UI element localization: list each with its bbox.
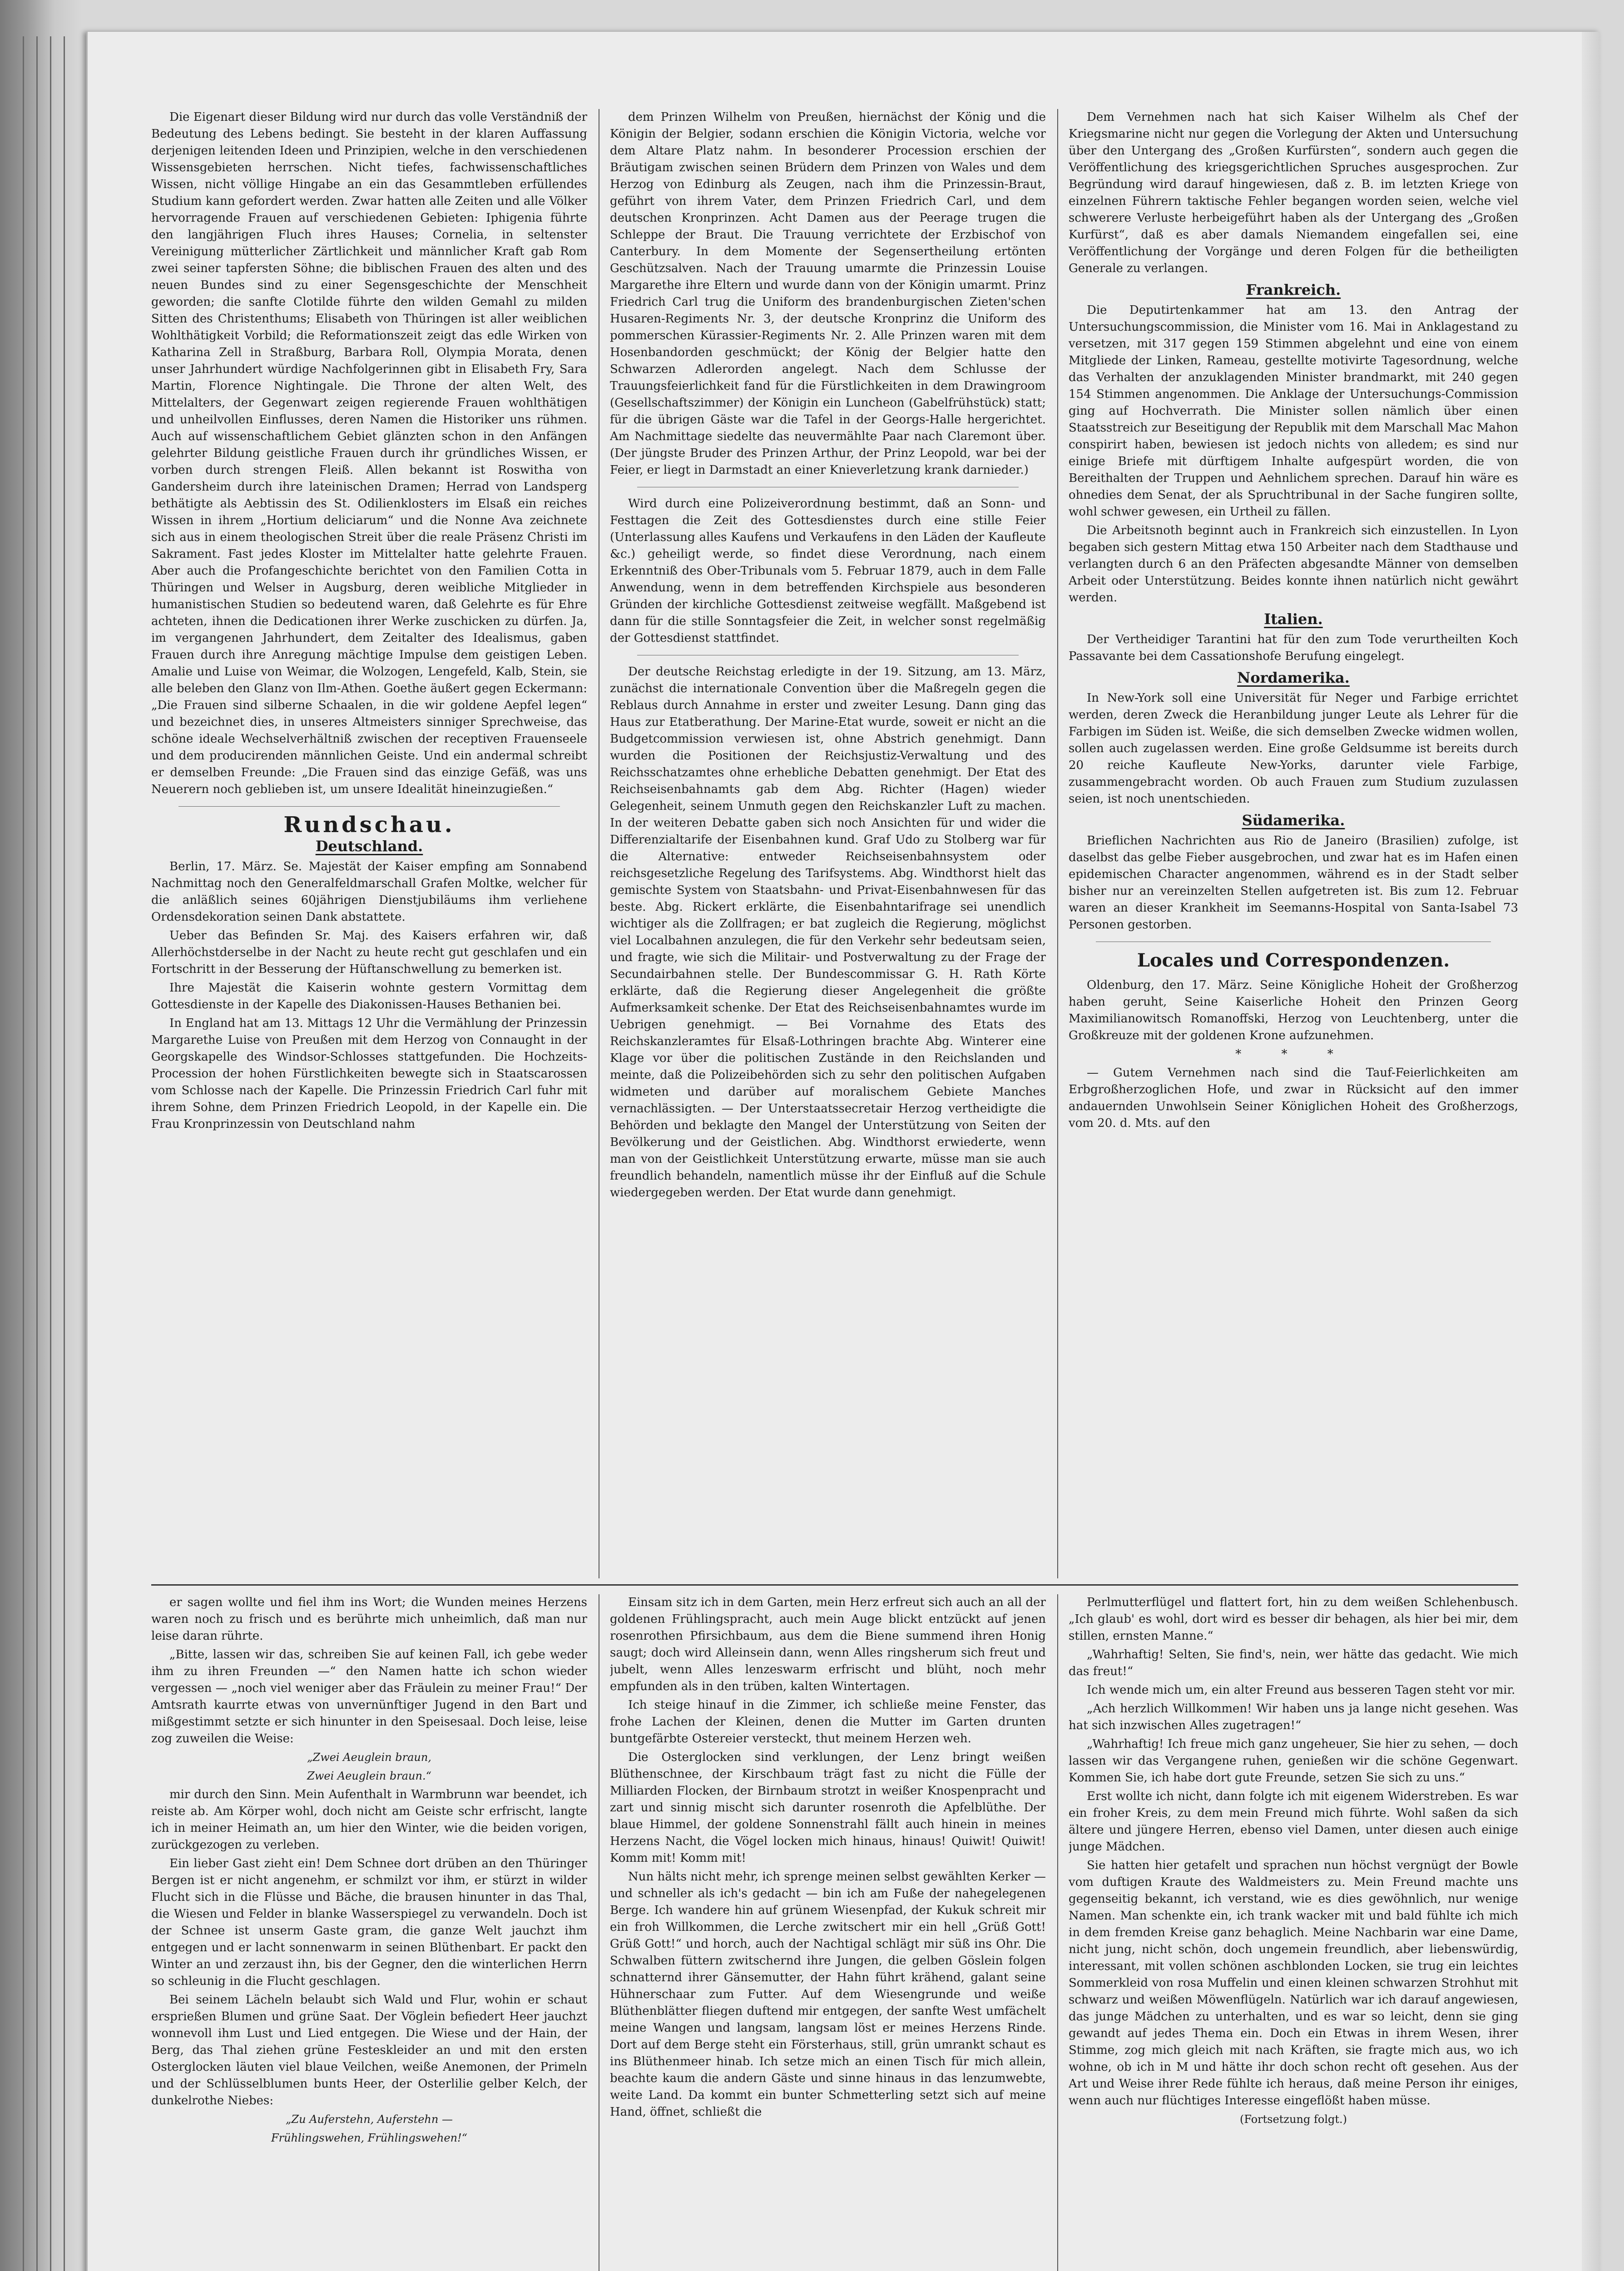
paragraph: „Wahrhaftig! Ich freue mich ganz ungeheuer, Sie hier zu sehen, — doch lassen wir das Vergangene ruhen, genießen wir die schöne Gegenwart. Kommen Sie, ich habe dort gute Freunde, setzen Sie sich zu uns.“ (1069, 1737, 1518, 1785)
nordamerika-heading: Nordamerika. (1237, 669, 1350, 686)
divider (178, 806, 560, 807)
locales-heading: Locales und Correspondenzen. (1137, 950, 1450, 971)
paragraph: Ueber das Befinden Sr. Maj. des Kaisers erfahren wir, daß Allerhöchstderselbe in der Nacht zu heute recht gut geschlafen und ein Fortschritt in der Besserung der Hüftanschwellung zu bemerken ist. (151, 929, 587, 976)
verse-line: „Zwei Aeuglein braun, (307, 1751, 431, 1764)
paragraph: „Ach herzlich Willkommen! Wir haben uns ja lange nicht gesehen. Was hat sich inzwischen Alles zugetragen!“ (1069, 1702, 1518, 1732)
paragraph: Perlmutterflügel und flattert fort, hin zu dem weißen Schlehenbusch. „Ich glaub' es wohl, dort wird es besser dir behagen, als hier bei mir, dem stillen, ernsten Manne.“ (1069, 1596, 1518, 1643)
paragraph: Die Arbeitsnoth beginnt auch in Frankreich sich einzustellen. In Lyon begaben sich gestern Mittag etwa 150 Arbeiter nach dem Stadthause und verlangten durch 6 an den Präfecten abgesandte Männer von demselben Arbeit oder Unterstützung. Beides konnte ihnen natürlich nicht gewährt werden. (1069, 524, 1518, 605)
verse-line: „Zu Auferstehn, Auferstehn — (286, 2113, 453, 2126)
deutschland-heading: Deutschland. (315, 838, 423, 855)
paragraph: Brieflichen Nachrichten aus Rio de Janeiro (Brasilien) zufolge, ist daselbst das gelbe Fieber ausgebrochen, und zwar hat es im Hafen einen epidemischen Character angenommen, während es in der Stadt selber bisher nur an vereinzelten Stellen aufgetreten ist. Bis zum 12. Februar waren an dieser Krankheit im Seemanns-Hospital von Santa-Isabel 73 Personen gestorben. (1069, 834, 1518, 932)
verse-line: Frühlingswehen, Frühlingswehen!“ (271, 2132, 467, 2144)
paragraph: Die Eigenart dieser Bildung wird nur durch das volle Verständniß der Bedeutung des Lebens bedingt. Sie besteht in der klaren Auffassung derjenigen leitenden Ideen und Prinzipien, welche in den verschiedenen Wissensgebieten herrschen. Nicht tiefes, fachwissenschaftliches Wissen, nicht völlige Hingabe an ein das Gesammtleben erfüllendes Studium kann gefordert werden. Zwar hatten alle Zeiten und alle Völker hervorragende Frauen auf verschiedenen Gebieten: Iphigenia führte den langjährigen Fluch ihres Hauses; Cornelia, in seltenster Vereinigung mütterlicher Zärtlichkeit und männlicher Kraft gab Rom zwei seiner tapfersten Söhne; die biblischen Frauen des alten und des neuen Bundes sind zu einer Segensgeschichte der Menschheit geworden; die sanfte Clotilde führte den wilden Gemahl zu milden Sitten des Christenthums; Elisabeth von Thüringen ist aller weiblichen Wohlthätigkeit Vorbild; die Reformationszeit zeigt das edle Wirken von Katharina Zell in Straßburg, Barbara Roll, Olympia Morata, denen unser Jahrhundert würdige Nachfolgerinnen gibt in Elisabeth Fry, Sara Martin, Florence Nightingale. Die Throne der alten Welt, des Mittelalters, der Gegenwart zeigen regierende Frauen wohlthätigen und unheilvollen Einflusses, deren Namen die Historiker uns rühmen. Auch auf wissenschaftlichem Gebiet glänzten schon in den Anfängen gelehrter Bildung geistliche Frauen durch ihr gründliches Wissen, er vorben durch strengen Fleiß. Allen bekannt ist Roswitha von Gandersheim durch ihre lateinischen Dramen; Herrad von Landsperg bethätigte als Aebtissin des St. Odilienklosters im Elsaß ein reiches Wissen in ihrem „Hortium deliciarum“ und die Nonne Ava zeichnete sich aus in einem theologischen Streit über die reale Präsenz Christi im Sakrament. Fast jedes Kloster im Mittelalter hatte gelehrte Frauen. Aber auch die Profangeschichte berichtet von den Familien Cotta in Thüringen und Welser in Augsburg, deren weibliche Mitglieder in humanistischen Studien so bedeutend waren, daß Gelehrte es für Ehre achteten, ihnen die Dedicationen ihrer Werke zuschicken zu dürfen. Ja, im vergangenen Jahrhundert, dem Zeitalter des Idealismus, gaben Frauen durch ihre Anregung mächtige Impulse dem geistigen Leben. Amalie und Luise von Weimar, die Wolzogen, Lengefeld, Kalb, Stein, sie alle beleben den Glanz von Ilm-Athen. Goethe äußert gegen Eckermann: „Die Frauen sind silberne Schaalen, in die wir goldene Aepfel legen“ und bezeichnet dies, in unseres Altmeisters sinniger Sprechweise, das schöne ideale Wechselverhältniß zwischen der receptiven Frauenseele und dem producirenden männlichen Geiste. Und ein andermal schreibt er demselben Freunde: „Die Frauen sind das einzige Gefäß, was uns Neuerern noch geblieben ist, um unsere Idealität hineinzugießen.“ (151, 110, 587, 796)
paragraph: dem Prinzen Wilhelm von Preußen, hiernächst der König und die Königin der Belgier, sodann erschien die Königin Victoria, welche vor dem Altare Platz nahm. In besonderer Procession erschien der Bräutigam zwischen seinen Brüdern dem Prinzen von Wales und dem Herzog von Edinburg als Zeugen, nach ihm die Prinzessin-Braut, geführt von ihrem Vater, dem Prinzen Friedrich Carl, und dem deutschen Kronprinzen. Acht Damen aus der Peerage trugen die Schleppe der Braut. Die Trauung verrichtete der Erzbischof von Canterbury. In dem Momente der Segensertheilung ertönten Geschützsalven. Nach der Trauung umarmte die Prinzessin Louise Margarethe ihre Eltern und wurde dann von der Königin umarmt. Prinz Friedrich Carl trug die Uniform des brandenburgischen Zieten'schen Husaren-Regiments Nr. 3, der deutsche Kronprinz die Uniform des pommerschen Kürassier-Regiments Nr. 2. Alle Prinzen waren mit dem Hosenbandorden geschmückt; der König der Belgier hatte den Schwarzen Adlerorden angelegt. Nach dem Schlusse der Trauungsfeierlichkeit fand für die Fürstlichkeiten in dem Drawingroom (Gesellschaftszimmer) der Königin ein Luncheon (Gabelfrühstück) statt; für die übrigen Gäste war die Tafel in der Georgs-Halle hergerichtet. Am Nachmittage siedelte das neuvermählte Paar nach Claremont über. (Der jüngste Bruder des Prinzen Arthur, der Prinz Leopold, war bei der Feier, er liegt in Darmstadt an einer Knieverletzung krank darnieder.) (610, 110, 1046, 477)
column-1 (151, 109, 587, 1578)
paragraph: Die Osterglocken sind verklungen, der Lenz bringt weißen Blüthenschnee, der Kirschbaum trägt fast zu nicht die Fülle der Milliarden Flocken, der Birnbaum strotzt in weißer Knospenpracht und zart und sinnig mischt sich darunter rosenroth die Apfelblüthe. Der blaue Himmel, der goldene Sonnenstrahl fällt auch hinein in meines Herzens Nacht, die Vögel locken mich hinaus, hinaus! Quiwit! Quiwit! Komm mit! Komm mit! (610, 1750, 1046, 1865)
feuilleton-column-1 (151, 1594, 587, 2271)
column-rule (1057, 109, 1058, 1578)
continued-note: (Fortsetzung folgt.) (1240, 2113, 1347, 2126)
paragraph: In England hat am 13. Mittags 12 Uhr die Vermählung der Prinzessin Margarethe Luise von Preußen mit dem Herzog von Connaught in der Georgskapelle des Windsor-Schlosses stattgefunden. Die Hochzeits-Procession der hohen Fürstlichkeiten bewegte sich in Staatscarossen vom Schlosse nach der Kapelle. Die Prinzessin Friedrich Carl fuhr mit ihrem Sohne, dem Prinzen Friedrich Leopold, in der Kapelle ein. Die Frau Kronprinzessin von Deutschland nahm (151, 1016, 587, 1131)
italien-heading: Italien. (1264, 610, 1323, 628)
intro-article (151, 109, 587, 798)
suedamerika-heading: Südamerika. (1242, 812, 1345, 829)
paragraph: Ich steige hinauf in die Zimmer, ich schließe meine Fenster, das frohe Lachen der Kleinen, denen die Mutter im Garten drunten buntgefärbte Ostereier versteckt, thut meinem Herzen weh. (610, 1698, 1046, 1745)
feuilleton-column-3 (1069, 1594, 1518, 2271)
paragraph: Nun hälts nicht mehr, ich sprenge meinen selbst gewählten Kerker — und schneller als ich's gedacht — bin ich am Fuße der nahegelegenen Berge. Ich wandere hin auf grünem Wiesenpfad, der Kukuk schreit mir ein froh Willkommen, die Lerche zwitschert mir ein hell „Grüß Gott! Grüß Gott!“ und horch, auch der Nachtigal schlägt mir süß ins Ohr. Die Schwalben füttern zwitschernd ihre Jungen, die gelben Göslein folgen schnatternd ihrer Gänsemutter, der Hahn führt krähend, galant seine Hühnerschaar zum Futter. Auf dem Wiesengrunde und weiße Blüthenblätter fliegen duftend mir entgegen, der sanfte West umfächelt meine Wangen und langsam, langsam löst er meines Herzens Rinde. Dort auf dem Berge steht ein Försterhaus, still, grün umrankt schaut es ins Blüthenmeer hinab. Ich setze mich an einen Tisch für mich allein, beachte kaum die andern Gäste und sinne hinaus in das lenzumwebte, weite Land. Da kommt ein bunter Schmetterling setzt sich auf meine Hand, öffnet, schließt die (610, 1870, 1046, 2119)
paragraph: Berlin, 17. März. Se. Majestät der Kaiser empfing am Sonnabend Nachmittag noch den Generalfeldmarschall Grafen Moltke, welcher für die anläßlich seines 60jährigen Dienstjubiläums ihm verliehene Ordensdekoration seinen Dank abstattete. (151, 860, 587, 924)
column-2 (610, 109, 1046, 1578)
paragraph: Ich wende mich um, ein alter Freund aus besseren Tagen steht vor mir. (1087, 1683, 1515, 1697)
paragraph: Bei seinem Lächeln belaubt sich Wald und Flur, wohin er schaut ersprießen Blumen und grüne Saat. Der Vöglein befiedert Heer jauchzt wonnevoll ihm Lust und Lied entgegen. Die Wiese und der Hain, der Berg, das Thal ziehen grüne Festeskleider an und mit den ersten Osterglocken läuten viel blaue Veilchen, weiße Anemonen, der Primeln und der Schlüsselblumen bunts Heer, der Osterlilie gelber Kelch, der dunkelrothe Niebes: (151, 1993, 587, 2107)
verse-line: Zwei Aeuglein braun.“ (307, 1770, 431, 1782)
paragraph: Der deutsche Reichstag erledigte in der 19. Sitzung, am 13. März, zunächst die internationale Convention über die Maßregeln gegen die Reblaus durch Annahme in erster und zweiter Lesung. Dann ging das Haus zur Etatberathung. Der Marine-Etat wurde, soweit er nicht an die Budgetcommission verwiesen ist, ohne Abstrich genehmigt. Dann wurden die Positionen der Reichsjustiz-Verwaltung und des Reichsschatzamtes ohne erhebliche Debatten genehmigt. Der Etat des Reichseisenbahnamts gab dem Abg. Richter (Hagen) wieder Gelegenheit, seinem Unmuth gegen den Reichskanzler Luft zu machen. In der weiteren Debatte gaben sich noch Ansichten für und wider die Differenzialtarife der Eisenbahnen kund. Graf Udo zu Stolberg war für die Alternative: entweder Reichseisenbahnsystem oder reichsgesetzliche Regelung des Tarifsystems. Abg. Windthorst hielt das gemischte System von Staatsbahn- und Privat-Eisenbahnwesen für das beste. Abg. Rickert erklärte, die Eisenbahntarifrage sei unendlich wichtiger als die Zollfragen; er bat zugleich die Regierung, möglichst viel Localbahnen anzulegen, die für den Verkehr sehr bedeutsam seien, und fragte, wie sich die Militair- und Postverwaltung zu der Frage der Secundairbahnen stelle. Der Bundescommissar G. H. Rath Körte erklärte, daß die Regierung dieser Angelegenheit die größte Aufmerksamkeit schenke. Der Etat des Reichseisenbahnamtes wurde im Uebrigen genehmigt. — Bei Vornahme des Etats des Reichskanzleramtes für Elsaß-Lothringen brachte Abg. Winterer eine Klage vor über die politischen Zustände in den Reichslanden und meinte, daß die Polizeibehörden sich zu sehr den politischen Aufgaben widmeten und darüber auf moralischem Gebiete Manches vernachlässigten. — Der Unterstaatssecretair Herzog vertheidigte die Behörden und beklagte den Mangel der Unterstützung von Seiten der Bevölkerung und der Geistlichen. Abg. Windthorst erwiederte, wenn man von der Geistlichkeit Unterstützung erwarte, müsse man sie auch freundlich behandeln, namentlich müsse ihr der Einfluß auf die Schule wiedergegeben werden. Der Etat wurde dann genehmigt. (610, 665, 1046, 1200)
paragraph: „Wahrhaftig! Selten, Sie find's, nein, wer hätte das gedacht. Wie mich das freut!“ (1069, 1648, 1518, 1678)
paragraph: Ein lieber Gast zieht ein! Dem Schnee dort drüben an den Thüringer Bergen ist er nicht angenehm, er schmilzt vor ihm, er stürzt in wilder Flucht sich in die Flüsse und Bäche, die brausen hinunter in das Thal, die Wiesen und Felder in blanke Wasserspiegel zu verwandeln. Doch ist der Schnee ist unserm Gaste gram, die ganze Welt jauchzt ihm entgegen und er lacht sonnenwarm in seinen Blüthenbart. Er packt den Winter an und zerzaust ihn, bis der Gegner, den die winterlichen Herrn so schleunig in die Flucht geschlagen. (151, 1857, 587, 1988)
paper-fold-edges (18, 36, 68, 2271)
paragraph: Erst wollte ich nicht, dann folgte ich mit eigenem Widerstreben. Es war ein froher Kreis, zu dem mein Freund mich führte. Wohl saßen da sich ältere und jüngere Herren, ebenso viel Damen, unter diesen auch einige junge Mädchen. (1069, 1790, 1518, 1854)
frankreich-heading: Frankreich. (1246, 281, 1341, 298)
column-3 (1069, 109, 1518, 1578)
paragraph: Die Deputirtenkammer hat am 13. den Antrag der Untersuchungscommission, die Minister vom 16. Mai in Anklagestand zu versetzen, mit 317 gegen 159 Stimmen abgelehnt und eine von einem Mitgliede der Linken, Rameau, gestellte motivirte Tagesordnung, welche das Verhalten der anzuklagenden Minister brandmarkt, mit 240 gegen 154 Stimmen angenommen. Die Anklage der Untersuchungs-Commission ging auf Hochverrath. Die Minister sollen nämlich über einen Staatsstreich zur Beseitigung der Republik mit dem Marschall Mac Mahon conspirirt haben, bewiesen ist jedoch nichts von alledem; es sind nur einige Briefe mit dürftigem Inhalte aufgespürt worden, die von Bereithalten der Truppen und Aehnlichem sprechen. Darauf hin wäre es ohnedies dem Senat, der als Spruchtribunal in der Sache fungiren sollte, wohl schwer gewesen, ein Urtheil zu fällen. (1069, 303, 1518, 519)
feuilleton-section (151, 1594, 1518, 2271)
paragraph: mir durch den Sinn. Mein Aufenthalt in Warmbrunn war beendet, ich reiste ab. Am Körper wohl, doch nicht am Geiste schr erfrischt, langte ich in meiner Heimath an, um hier den Winter, wie die beiden vorigen, zurückgezogen zu verleben. (151, 1788, 587, 1852)
section-stars: * * * (1235, 1047, 1352, 1061)
paragraph: er sagen wollte und fiel ihm ins Wort; die Wunden meines Herzens waren noch zu frisch und es berührte mich unheimlich, daß man nur leise daran rührte. (151, 1596, 587, 1643)
paragraph: Oldenburg, den 17. März. Seine Königliche Hoheit der Großherzog haben geruht, Seine Kaiserliche Hoheit den Prinzen Georg Maximilianowitsch Romanoffski, Herzog von Leuchtenberg, unter die Großkreuze mit der goldenen Krone aufzunehmen. (1069, 978, 1518, 1042)
paragraph: „Bitte, lassen wir das, schreiben Sie auf keinen Fall, ich gebe weder ihm zu ihren Freunden —“ den Namen hatte ich schon wieder vergessen — „noch viel weniger aber das Fräulein zu meiner Frau!“ Der Amtsrath kaurrte etwas von unvernünftiger Jugend in den Bart und mißgestimmt setzte er sich hinunter in den Speisesaal. Doch leise, leise zog zuweilen die Weise: (151, 1648, 587, 1745)
paragraph: — Gutem Vernehmen nach sind die Tauf-Feierlichkeiten am Erbgroßherzoglichen Hofe, und zwar in Rücksicht auf den immer andauernden Unwohlsein Seiner Königlichen Hoheit des Großherzogs, vom 20. d. Mts. auf den (1069, 1066, 1518, 1130)
paragraph: Der Vertheidiger Tarantini hat für den zum Tode verurtheilten Koch Passavante bei dem Cassationshofe Berufung eingelegt. (1069, 633, 1518, 663)
paragraph: Ihre Majestät die Kaiserin wohnte gestern Vormittag dem Gottesdienste in der Kapelle des Diakonissen-Hauses Bethanien bei. (151, 981, 587, 1012)
paragraph: Dem Vernehmen nach hat sich Kaiser Wilhelm als Chef der Kriegsmarine nicht nur gegen die Vorlegung der Akten und Untersuchung über den Untergang des „Großen Kurfürsten“, sondern auch gegen die Veröffentlichung des kriegsgerichtlichen Spruches ausgesprochen. Zur Begründung wird darauf hingewiesen, daß z. B. im letzten Kriege von einzelnen Führern taktische Fehler begangen worden seien, welche viel schwerere Verluste herbeigeführt haben als der Untergang des „Großen Kurfürst“, daß es aber damals Niemandem eingefallen sei, eine Veröffentlichung der Vorgänge und deren Folgen für die betheiligten Generale zu verlangen. (1069, 110, 1518, 275)
rundschau-heading: Rundschau. (283, 812, 455, 838)
paragraph: Sie hatten hier getafelt und sprachen nun höchst vergnügt der Bowle vom duftigen Kraute des Waldmeisters zu. Mein Freund machte uns gegenseitig bekannt, ich verstand, wie es dies gewöhnlich, nur wenige Namen. Man schenkte ein, ich trank wacker mit und bald fühlte ich mich in dem fremden Kreise ganz behaglich. Meine Nachbarin war eine Dame, nicht jung, nicht schön, doch ungemein freundlich, aber liebenswürdig, interessant, mit vollen schönen aschblonden Locken, sie trug ein leichtes Sommerkleid von rosa Muffelin und einen kleinen schwarzen Strohhut mit schwarz und weißen Möwenflügeln. Natürlich war ich darauf angewiesen, das junge Mädchen zu unterhalten, und es war so leicht, denn sie ging gewandt auf jedes Thema ein. Doch ein Etwas in ihrem Wesen, ihrer Stimme, zog mich gleich mit nach Kräften, sie fragte mich aus, wo ich wohne, ob ich in M und hätte ihr doch schon recht oft gesehen. Aus der Art und Weise ihrer Rede fühlte ich heraus, daß meine Person ihr einiges, wenn auch nur flüchtiges Interesse eingeflößt haben müsse. (1069, 1859, 1518, 2107)
feuilleton-column-2 (610, 1594, 1046, 2271)
feuilleton-divider (151, 1584, 1518, 1586)
paragraph: Wird durch eine Polizeiverordnung bestimmt, daß an Sonn- und Festtagen die Zeit des Gottesdienstes durch eine stille Feier (Unterlassung alles Kaufens und Verkaufens in den Läden der Kaufleute &c.) geheiligt werde, so findet diese Verordnung, nach einem Erkenntniß des Ober-Tribunals vom 5. Februar 1879, auch in dem Falle Anwendung, wenn in dem betreffenden Kirchspiele aus besonderen Gründen der kirchliche Gottesdienst zeitweise wegfällt. Maßgebend ist dann für die stille Sonntagsfeier die Zeit, in welcher sonst regelmäßig der Gottesdienst stattfindet. (610, 497, 1046, 645)
paragraph: In New-York soll eine Universität für Neger und Farbige errichtet werden, deren Zweck die Heranbildung junger Leute als Lehrer für die Farbigen im Süden ist. Weiße, die sich demselben Zwecke widmen wollen, sollen auch zugelassen werden. Eine große Geldsumme ist bereits durch 20 reiche Kaufleute New-Yorks, darunter viele Farbige, zusammengebracht worden. Ob auch Frauen zum Studium zuzulassen seien, ist noch unentschieden. (1069, 691, 1518, 806)
newspaper-page (86, 32, 1600, 2271)
page-edge (1582, 32, 1600, 2271)
news-section (151, 109, 1518, 1578)
column-rule (1057, 1594, 1058, 2271)
paragraph: Einsam sitz ich in dem Garten, mein Herz erfreut sich auch an all der goldenen Frühlingspracht, auch mein Auge blickt entzückt auf jenen rosenrothen Pfirsichbaum, aus dem die Biene summend ihren Honig saugt; doch wird Alleinsein dann, wenn Alles ringsherum sich freut und jubelt, wenn Alles lenzeswarm erfrischt und blüht, noch mehr empfunden als in den trüben, kalten Wintertagen. (610, 1596, 1046, 1693)
